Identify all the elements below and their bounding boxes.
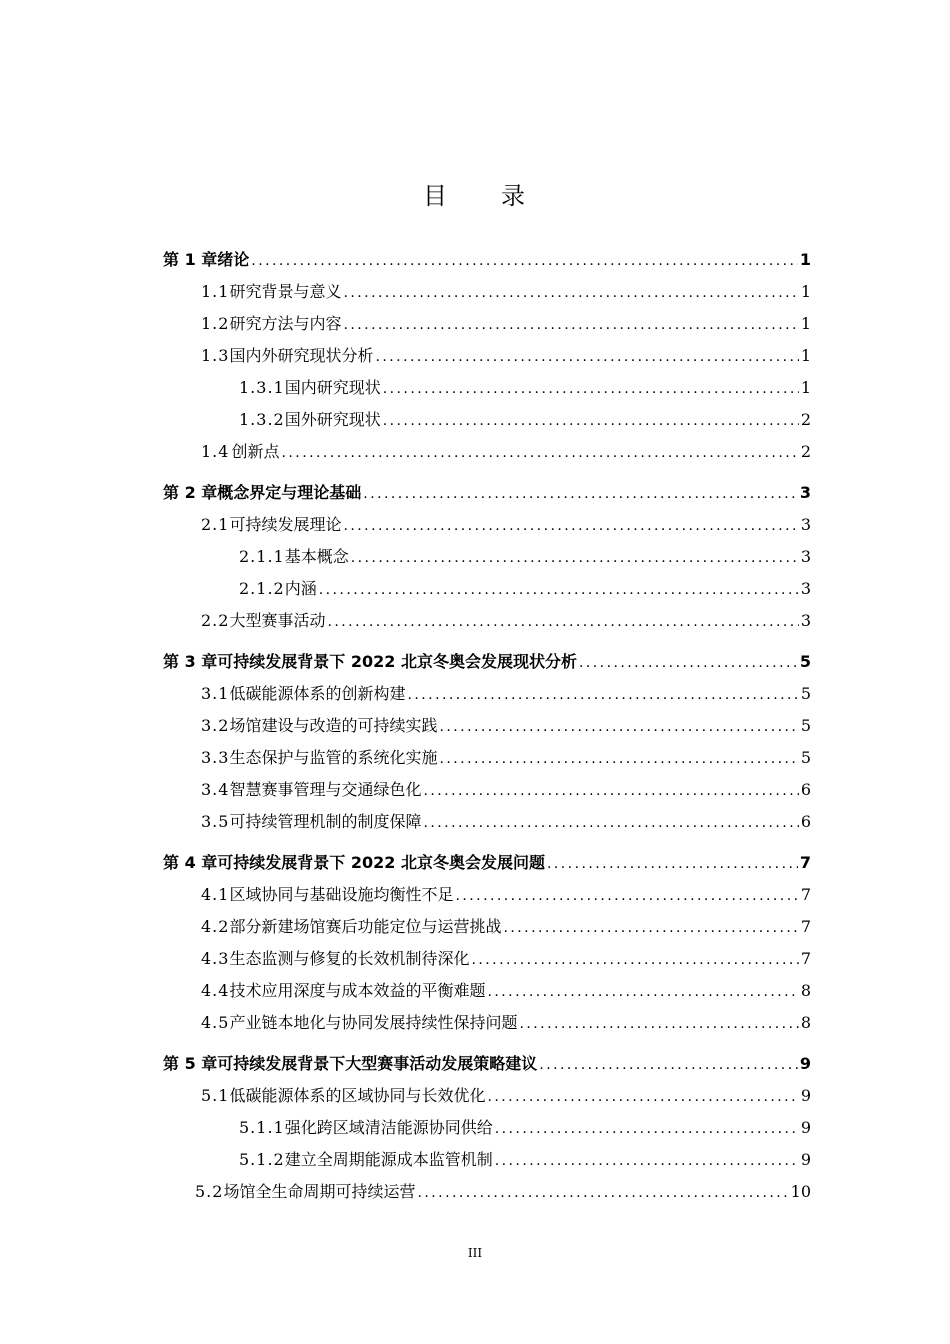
toc-number: 5.1.1 <box>239 1118 285 1137</box>
leader-dots <box>503 912 798 944</box>
toc-number: 3.3 <box>201 748 230 767</box>
page-title: 目 录 <box>423 182 527 210</box>
toc-number: 3.5 <box>201 812 230 831</box>
toc-section-4-2[interactable] <box>163 911 811 943</box>
toc-page: 1 <box>800 346 811 365</box>
toc-page: 5 <box>800 748 811 767</box>
toc-number: 2.2 <box>201 611 230 630</box>
toc-page: 6 <box>800 812 811 831</box>
toc-page: 3 <box>800 579 811 598</box>
toc-chapter-2[interactable] <box>163 477 811 509</box>
toc-title: 产业链本地化与协同发展持续性保持问题 <box>229 1013 518 1032</box>
toc-title: 创新点 <box>231 442 280 461</box>
toc-page: 7 <box>800 949 811 968</box>
toc-title: 场馆建设与改造的可持续实践 <box>229 716 438 735</box>
toc-section-3-5[interactable] <box>163 806 811 838</box>
leader-dots <box>343 309 798 341</box>
toc-section-3-4[interactable] <box>163 774 811 806</box>
toc-title: 国外研究现状 <box>284 410 381 429</box>
toc-section-3-2[interactable] <box>163 710 811 742</box>
leader-dots <box>343 277 798 309</box>
toc-section-1-4[interactable] <box>163 436 811 468</box>
toc-page: 9 <box>800 1150 811 1169</box>
toc-number: 1.4 <box>201 442 230 461</box>
leader-dots <box>495 1145 799 1177</box>
toc-subsection-5-1-1[interactable] <box>163 1112 811 1144</box>
leader-dots <box>495 1113 799 1145</box>
toc-section-2-1[interactable] <box>163 509 811 541</box>
leader-dots <box>417 1177 788 1209</box>
toc-page: 2 <box>800 410 811 429</box>
toc-number: 第 5 章 <box>163 1054 218 1073</box>
leader-dots <box>319 574 799 606</box>
toc-title: 技术应用深度与成本效益的平衡难题 <box>229 981 486 1000</box>
toc-section-3-3[interactable] <box>163 742 811 774</box>
toc-number: 2.1.1 <box>239 547 285 566</box>
toc-section-1-2[interactable] <box>163 308 811 340</box>
toc-title: 生态监测与修复的长效机制待深化 <box>229 949 470 968</box>
toc-title: 可持续发展理论 <box>229 515 342 534</box>
toc-page: 6 <box>800 780 811 799</box>
toc-number: 1.3.1 <box>239 378 285 397</box>
leader-dots <box>423 807 798 839</box>
toc-title: 可持续管理机制的制度保障 <box>229 812 422 831</box>
toc-number: 4.5 <box>201 1013 230 1032</box>
leader-dots <box>251 245 798 277</box>
toc-page: 3 <box>800 515 811 534</box>
toc-section-3-1[interactable] <box>163 678 811 710</box>
table-of-contents <box>163 244 811 1208</box>
leader-dots <box>383 405 799 437</box>
toc-chapter-1[interactable] <box>163 244 811 276</box>
toc-number: 第 1 章 <box>163 250 218 269</box>
toc-title: 低碳能源体系的区域协同与长效优化 <box>229 1086 486 1105</box>
toc-title: 大型赛事活动 <box>229 611 326 630</box>
toc-page: 3 <box>800 547 811 566</box>
toc-number: 4.4 <box>201 981 230 1000</box>
toc-number: 4.3 <box>201 949 230 968</box>
toc-number: 2.1.2 <box>239 579 285 598</box>
toc-section-4-1[interactable] <box>163 879 811 911</box>
toc-title: 部分新建场馆赛后功能定位与运营挑战 <box>229 917 502 936</box>
toc-number: 5.1.2 <box>239 1150 285 1169</box>
toc-subsection-1-3-1[interactable] <box>163 372 811 404</box>
leader-dots <box>547 848 798 880</box>
leader-dots <box>439 743 798 775</box>
toc-page: 1 <box>800 314 811 333</box>
toc-subsection-1-3-2[interactable] <box>163 404 811 436</box>
toc-number: 2.1 <box>201 515 230 534</box>
toc-title: 智慧赛事管理与交通绿色化 <box>229 780 422 799</box>
toc-chapter-4[interactable] <box>163 847 811 879</box>
toc-title: 国内外研究现状分析 <box>229 346 374 365</box>
toc-number: 第 4 章 <box>163 853 218 872</box>
toc-number: 4.2 <box>201 917 230 936</box>
toc-section-2-2[interactable] <box>163 605 811 637</box>
toc-section-5-2[interactable] <box>163 1176 811 1208</box>
toc-title: 国内研究现状 <box>284 378 381 397</box>
toc-page: 1 <box>800 378 811 397</box>
toc-title: 可持续发展背景下 2022 北京冬奥会发展现状分析 <box>217 652 577 671</box>
toc-number: 4.1 <box>201 885 230 904</box>
leader-dots <box>519 1008 798 1040</box>
toc-page: 1 <box>799 250 811 269</box>
toc-page: 9 <box>799 1054 811 1073</box>
toc-chapter-5[interactable] <box>163 1048 811 1080</box>
toc-page: 3 <box>799 483 811 502</box>
leader-dots <box>439 711 798 743</box>
toc-section-5-1[interactable] <box>163 1080 811 1112</box>
leader-dots <box>351 542 799 574</box>
toc-number: 1.3.2 <box>239 410 285 429</box>
leader-dots <box>363 478 798 510</box>
toc-title: 建立全周期能源成本监管机制 <box>284 1150 493 1169</box>
page-number-footer: III <box>467 1246 483 1260</box>
toc-number: 5.2 <box>195 1182 224 1201</box>
toc-page: 5 <box>800 684 811 703</box>
toc-subsection-2-1-1[interactable] <box>163 541 811 573</box>
toc-page: 3 <box>800 611 811 630</box>
leader-dots <box>383 373 799 405</box>
leader-dots <box>579 647 798 679</box>
leader-dots <box>471 944 798 976</box>
leader-dots <box>423 775 798 807</box>
toc-section-1-1[interactable] <box>163 276 811 308</box>
toc-section-4-3[interactable] <box>163 943 811 975</box>
toc-page: 2 <box>800 442 811 461</box>
leader-dots <box>539 1049 798 1081</box>
toc-section-1-3[interactable] <box>163 340 811 372</box>
toc-page: 9 <box>800 1118 811 1137</box>
leader-dots <box>487 976 798 1008</box>
toc-title: 可持续发展背景下大型赛事活动发展策略建议 <box>217 1054 538 1073</box>
toc-title: 绪论 <box>217 250 250 269</box>
toc-number: 第 3 章 <box>163 652 218 671</box>
leader-dots <box>375 341 798 373</box>
toc-page: 8 <box>800 1013 811 1032</box>
toc-title: 基本概念 <box>284 547 349 566</box>
toc-number: 3.2 <box>201 716 230 735</box>
toc-number: 1.1 <box>201 282 230 301</box>
toc-title: 生态保护与监管的系统化实施 <box>229 748 438 767</box>
toc-page: 9 <box>800 1086 811 1105</box>
toc-page: 5 <box>800 716 811 735</box>
toc-title: 强化跨区域清洁能源协同供给 <box>284 1118 493 1137</box>
toc-number: 3.4 <box>201 780 230 799</box>
toc-page: 7 <box>800 885 811 904</box>
toc-page: 7 <box>800 917 811 936</box>
toc-page: 1 <box>800 282 811 301</box>
toc-title: 低碳能源体系的创新构建 <box>229 684 406 703</box>
toc-chapter-3[interactable] <box>163 646 811 678</box>
toc-section-4-4[interactable] <box>163 975 811 1007</box>
leader-dots <box>327 606 798 638</box>
toc-page: 10 <box>790 1182 811 1201</box>
toc-title: 场馆全生命周期可持续运营 <box>223 1182 416 1201</box>
toc-number: 5.1 <box>201 1086 230 1105</box>
toc-section-4-5[interactable] <box>163 1007 811 1039</box>
leader-dots <box>343 510 798 542</box>
toc-title: 概念界定与理论基础 <box>217 483 362 502</box>
toc-title: 内涵 <box>284 579 317 598</box>
toc-number: 1.2 <box>201 314 230 333</box>
leader-dots <box>455 880 798 912</box>
toc-number: 第 2 章 <box>163 483 218 502</box>
leader-dots <box>407 679 798 711</box>
toc-page: 7 <box>799 853 811 872</box>
toc-number: 3.1 <box>201 684 230 703</box>
toc-title: 研究背景与意义 <box>229 282 342 301</box>
toc-number: 1.3 <box>201 346 230 365</box>
leader-dots <box>282 437 799 469</box>
toc-subsection-5-1-2[interactable] <box>163 1144 811 1176</box>
leader-dots <box>487 1081 798 1113</box>
toc-page: 5 <box>799 652 811 671</box>
toc-title: 研究方法与内容 <box>229 314 342 333</box>
toc-subsection-2-1-2[interactable] <box>163 573 811 605</box>
toc-page: 8 <box>800 981 811 1000</box>
toc-title: 可持续发展背景下 2022 北京冬奥会发展问题 <box>217 853 545 872</box>
toc-title: 区域协同与基础设施均衡性不足 <box>229 885 454 904</box>
